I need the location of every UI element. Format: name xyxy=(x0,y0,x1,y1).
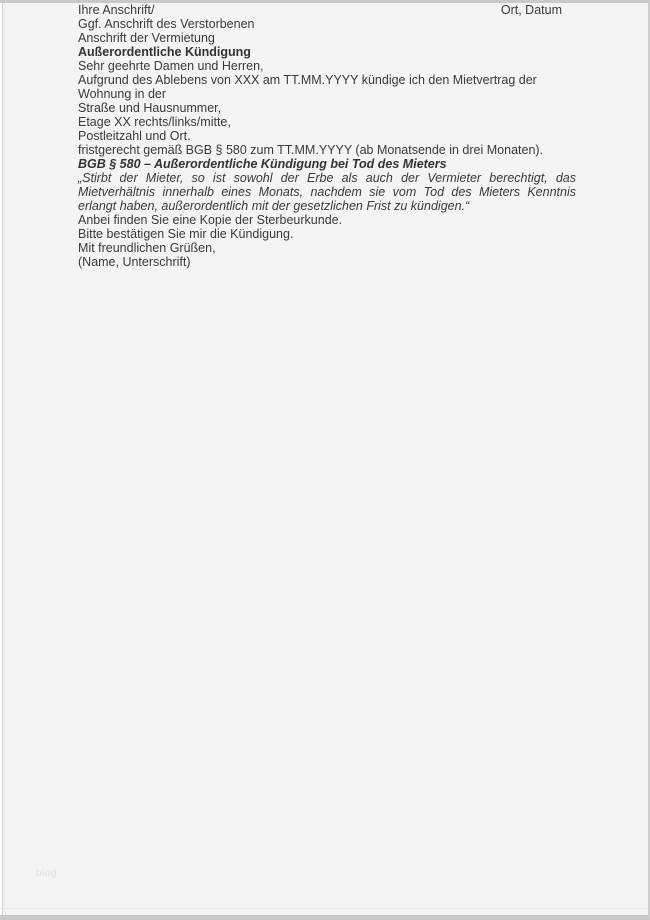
place-and-date: Ort, Datum xyxy=(500,3,562,17)
sender-address-line-2: Ggf. Anschrift des Verstorbenen xyxy=(78,17,255,31)
bottom-rule xyxy=(0,908,648,909)
left-edge-shade xyxy=(3,3,6,915)
recipient-address: Anschrift der Vermietung xyxy=(78,31,215,45)
law-citation-quote: „Stirbt der Mieter, so ist sowohl der Erbe als auch der Vermieter berechtigt, das Mietverhältnis innerhalb eines Monats, nachdem sie vom Tod des Mieters Kenntnis erlangt haben, außerordentlich mit der gesetzlichen Frist zu kündigen.“ xyxy=(78,171,576,213)
signature-placeholder: (Name, Unterschrift) xyxy=(78,255,191,269)
salutation: Sehr geehrte Damen und Herren, xyxy=(78,59,264,73)
termination-notice-line: fristgerecht gemäß BGB § 580 zum TT.MM.YYYY (ab Monatsende in drei Monaten). xyxy=(78,143,544,157)
apartment-address-block xyxy=(78,101,576,143)
apartment-address-line-2: Etage XX rechts/links/mitte, xyxy=(78,115,231,129)
law-citation-heading: BGB § 580 – Außerordentliche Kündigung bei Tod des Mieters xyxy=(78,157,447,171)
blog-watermark: blog xyxy=(36,868,57,879)
apartment-address-line-3: Postleitzahl und Ort. xyxy=(78,129,191,143)
law-citation-block xyxy=(78,157,576,213)
confirmation-request: Bitte bestätigen Sie mir die Kündigung. xyxy=(78,227,294,241)
letter-body xyxy=(78,3,576,269)
intro-paragraph: Aufgrund des Ablebens von XXX am TT.MM.YYYY kündige ich den Mietvertrag der Wohnung in der xyxy=(78,73,537,101)
letter-header xyxy=(78,3,576,31)
sender-address-block xyxy=(78,3,255,31)
enclosure-line: Anbei finden Sie eine Kopie der Sterbeurkunde. xyxy=(78,213,343,227)
apartment-address-line-1: Straße und Hausnummer, xyxy=(78,101,222,115)
closing-line: Mit freundlichen Grüßen, xyxy=(78,241,216,255)
subject-line: Außerordentliche Kündigung xyxy=(78,45,251,59)
sender-address-line-1: Ihre Anschrift/ xyxy=(78,3,155,17)
